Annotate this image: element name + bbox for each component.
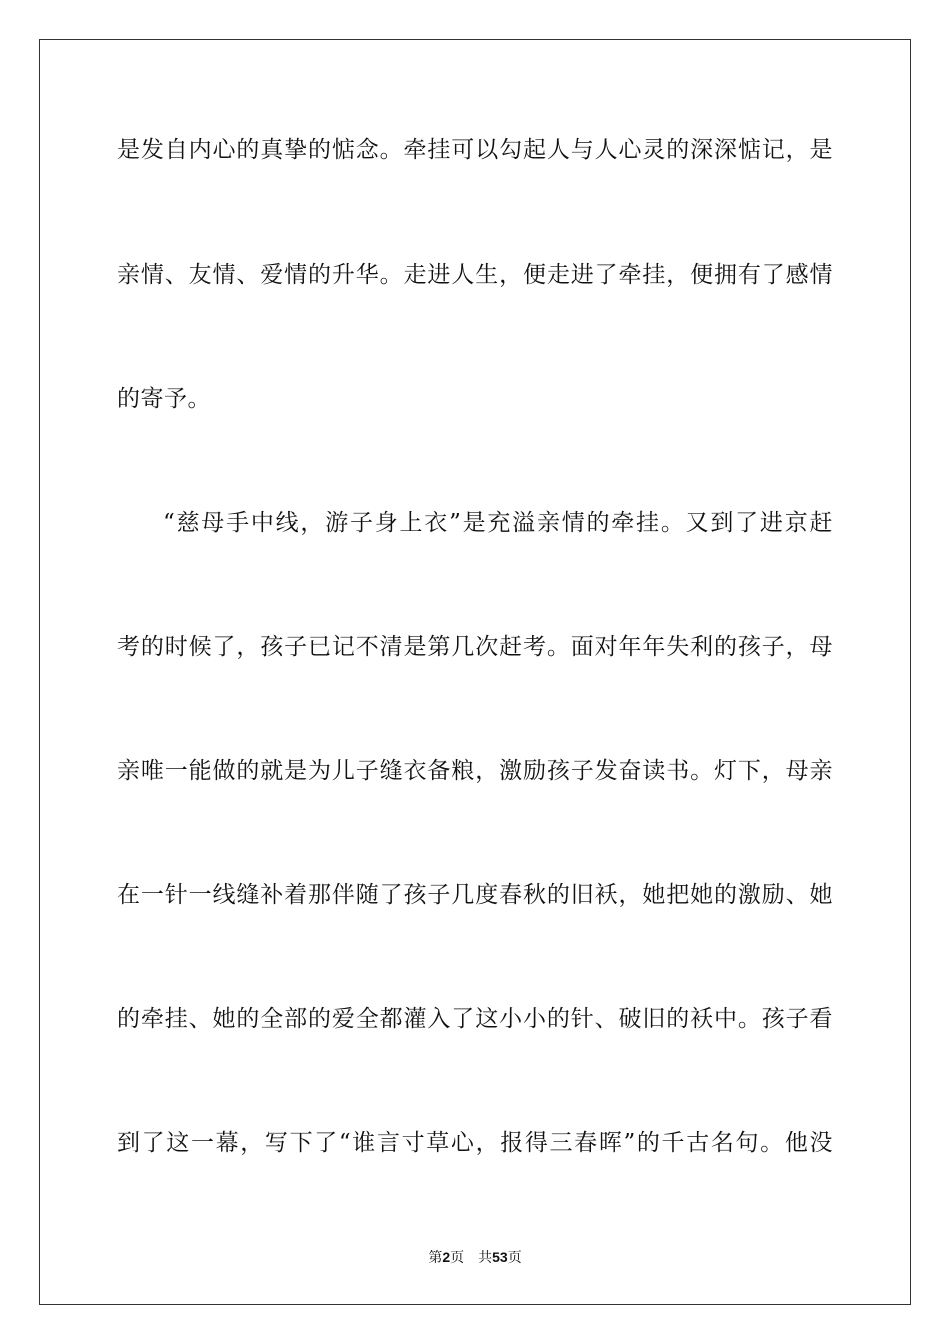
body-line-5: 考的时候了，孩子已记不清是第几次赶考。面对年年失利的孩子，母 — [117, 634, 833, 660]
total-prefix: 共 — [478, 1250, 493, 1266]
body-line-3: 的寄予。 — [117, 386, 211, 412]
body-line-1: 是发自内心的真挚的惦念。牵挂可以勾起人与人心灵的深深惦记，是 — [117, 137, 833, 163]
body-line-2: 亲情、友情、爱情的升华。走进人生，便走进了牵挂，便拥有了感情 — [117, 262, 833, 288]
page-prefix: 第 — [428, 1250, 443, 1266]
body-line-8: 的牵挂、她的全部的爱全都灌入了这小小的针、破旧的袄中。孩子看 — [117, 1006, 833, 1032]
total-suffix: 页 — [507, 1250, 522, 1266]
page-number: 2 — [442, 1249, 451, 1265]
body-line-9: 到了这一幕，写下了“谁言寸草心，报得三春晖”的千古名句。他没 — [117, 1130, 833, 1156]
page-footer — [0, 1247, 950, 1268]
body-line-7: 在一针一线缝补着那伴随了孩子几度春秋的旧袄，她把她的激励、她 — [117, 882, 833, 908]
total-pages: 53 — [492, 1249, 508, 1265]
body-line-4: “慈母手中线，游子身上衣”是充溢亲情的牵挂。又到了进京赶 — [163, 510, 833, 536]
page-suffix: 页 — [450, 1250, 465, 1266]
page-border — [39, 39, 911, 1305]
body-line-6: 亲唯一能做的就是为儿子缝衣备粮，激励孩子发奋读书。灯下，母亲 — [117, 758, 833, 784]
